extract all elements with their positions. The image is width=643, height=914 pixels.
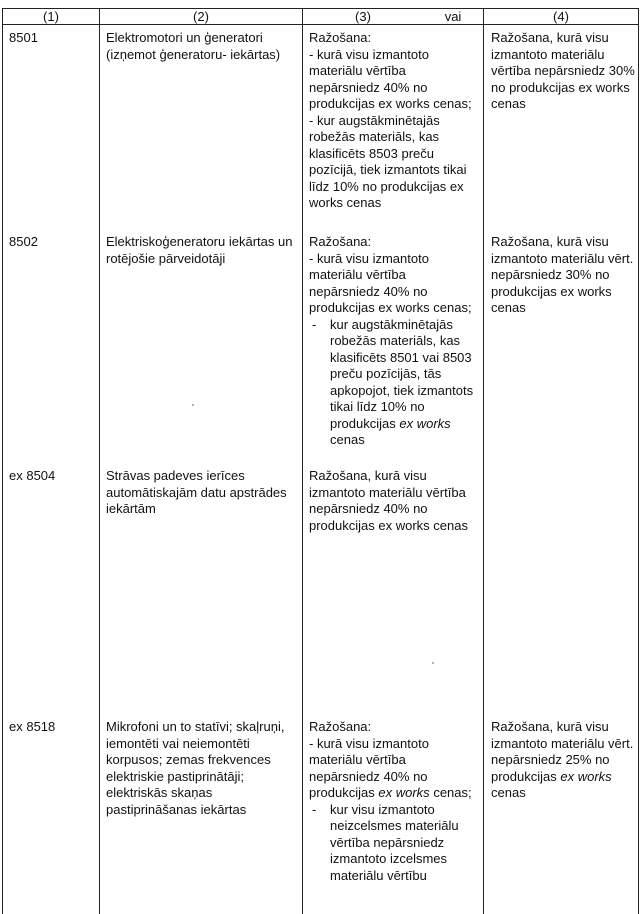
rule-condition-2-italic: ex works [399, 415, 451, 431]
alternative-end: cenas [491, 785, 526, 800]
rule-condition-1: - kurā visu izmantoto materiālu vērtība nepārsniedz 40% no produkcijas ex works cenas; [309, 46, 472, 111]
alternative-italic: ex works [560, 768, 612, 784]
table-row-8504-description: Strāvas padeves ierīces automātiskajām datu apstrādes iekārtām [106, 468, 287, 516]
column-header-1: (1) [43, 9, 59, 24]
table-border-right [638, 8, 639, 914]
table-row-8502-rule [309, 234, 479, 449]
rule-condition-1-italic: ex works [378, 785, 430, 800]
column-header-4: (4) [553, 9, 569, 24]
column-divider-2 [302, 8, 303, 914]
column-divider-3 [483, 8, 484, 914]
list-dash: - [312, 316, 317, 332]
rule-intro: Ražošana: [309, 234, 372, 249]
table-row-8502-description: Elektriskoģeneratoru iekārtas un rotējošie pārveidotāji [106, 234, 293, 266]
rule-condition-1 [309, 736, 479, 802]
rule-condition-2-text: kur visu izmantoto neizcelsmes materiālu vērtība nepārsniedz izmantoto izcelsmes materiālu vērtību [330, 801, 459, 883]
rule-condition-2-end: cenas [330, 432, 365, 447]
header-or-label: vai [444, 9, 462, 24]
table-row-8504-rule: Ražošana, kurā visu izmantoto materiālu vērtība nepārsniedz 40% no produkcijas ex works cenas [309, 468, 468, 533]
table-row-8518-rule [309, 719, 479, 884]
list-dash: - [312, 801, 317, 817]
table-row-8501-description: Elektromotori un ģeneratori (izņemot ģeneratoru- iekārtas) [106, 30, 281, 62]
rule-condition-2 [309, 317, 479, 449]
rule-condition-1-text: - kurā visu izmantoto materiālu vērtība nepārsniedz 40% no produkcijas [309, 735, 429, 800]
table-row-8504-code: ex 8504 [9, 468, 56, 483]
column-divider-1 [99, 8, 100, 914]
header-divider [2, 24, 638, 25]
column-header-3: (3) [355, 9, 371, 24]
rule-intro: Ražošana: [309, 719, 372, 734]
table-row-8501-code: 8501 [9, 30, 38, 45]
alternative-text: Ražošana, kurā visu izmantoto materiālu vērt. nepārsniedz 25% no produkcijas [491, 719, 634, 784]
table-row-8502-alternative: Ražošana, kurā visu izmantoto materiālu vērt. nepārsniedz 30% no produkcijas ex works cenas [491, 234, 634, 315]
table-row-8501-rule [309, 30, 479, 212]
rule-condition-1: - kurā visu izmantoto materiālu vērtība nepārsniedz 40% no produkcijas ex works cenas; [309, 250, 472, 315]
rule-condition-2-text: kur augstākminētajās robežās materiāls, kas klasificēts 8501 vai 8503 preču pozīcijās, tās apkopojot, tiek izmantots tikai līdz 10% no produkcijas [330, 316, 474, 431]
scan-speck [192, 404, 194, 406]
scan-speck [432, 662, 434, 664]
table-row-8502-code: 8502 [9, 234, 38, 249]
rule-condition-2 [309, 802, 479, 885]
rule-condition-2: - kur augstākminētajās robežās materiāls, kas klasificēts 8503 preču pozīcijā, tiek izmantots tikai līdz 10% no produkcijas ex works cenas [309, 112, 467, 210]
table-row-8501-alternative: Ražošana, kurā visu izmantoto materiālu vērtība nepārsniedz 30% no produkcijas ex works cenas [491, 30, 635, 111]
table-row-8518-description: Mikrofoni un to statīvi; skaļruņi, iemontēti vai neiemontēti korpusos; zemas frekvences elektriskie pastiprinātāji; elektriskās skaņas pastiprināšanas iekārtas [106, 719, 285, 817]
table-row-8518-code: ex 8518 [9, 719, 56, 734]
table-border-left [2, 8, 3, 914]
table-row-8518-alternative [491, 719, 636, 802]
rule-condition-1-end: cenas; [433, 785, 472, 800]
rule-intro: Ražošana: [309, 30, 372, 45]
column-header-2: (2) [193, 9, 209, 24]
